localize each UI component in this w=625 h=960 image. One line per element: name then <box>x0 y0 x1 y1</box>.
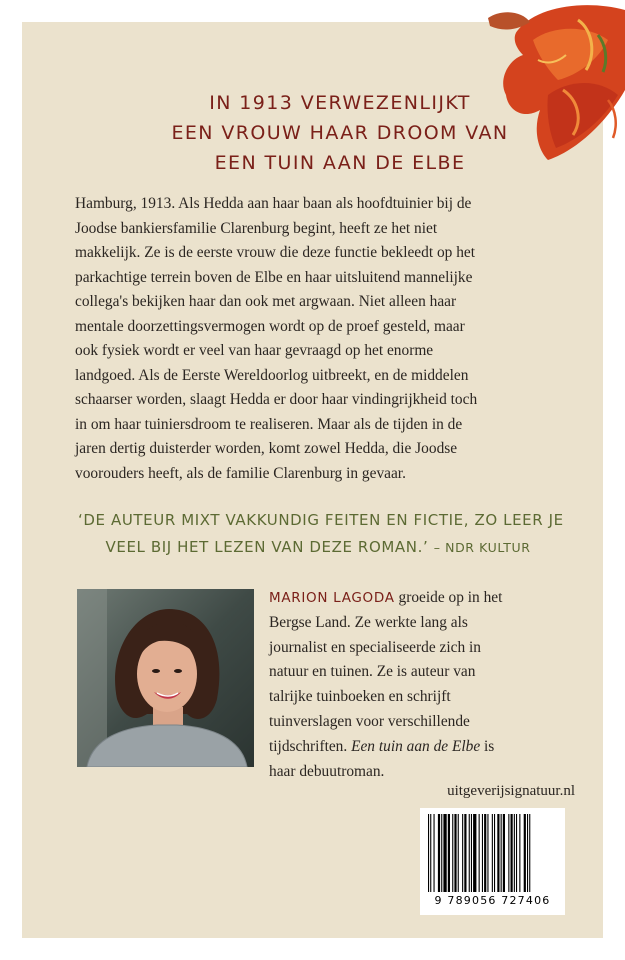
blurb-line: jaren dertig duisterder worden, komt zowel Hedda, die Joodse <box>75 440 458 457</box>
author-name: MARION LAGODA <box>269 590 395 606</box>
bio-text: is <box>480 737 495 755</box>
barcode-bar <box>503 814 505 892</box>
author-photo <box>77 589 254 767</box>
bio-line: journalist en specialiseerde zich in <box>269 638 481 656</box>
bio-line: Bergse Land. Ze werkte lang als <box>269 613 468 631</box>
barcode-bar <box>434 814 435 892</box>
blurb-line: mentale doorzettingsvermogen wordt op de proef gesteld, maar <box>75 317 465 335</box>
bio-line: tuinverslagen voor verschillende <box>269 712 470 730</box>
barcode-bar <box>458 814 459 892</box>
publisher-website: uitgeverijsignatuur.nl <box>447 783 575 799</box>
bio-title-line <box>269 735 559 760</box>
isbn-number: 9 789056 727406 <box>434 894 551 907</box>
barcode-bar <box>443 814 446 892</box>
barcode-bar <box>484 814 486 892</box>
barcode-bar <box>464 814 466 892</box>
barcode-bar <box>524 814 526 892</box>
barcode-bar <box>501 814 502 892</box>
barcode-bar <box>492 814 493 892</box>
isbn-barcode <box>420 808 565 915</box>
barcode-bar <box>471 814 472 892</box>
author-bio <box>269 586 559 784</box>
barcode-bar <box>428 814 429 892</box>
blurb-paragraph <box>75 192 555 486</box>
blurb-line: voorouders heeft, als de familie Clarenburg in gevaar. <box>75 464 406 482</box>
headline-line: EEN VROUW HAAR DROOM VAN <box>171 122 509 144</box>
barcode-bar <box>462 814 463 892</box>
bio-text: tijdschriften. <box>269 737 352 755</box>
barcode-bars <box>426 814 559 894</box>
barcode-bar <box>519 814 520 892</box>
blurb-line: Joodse bankiersfamilie Clarenburg begint, heeft ze het niet <box>75 219 438 237</box>
barcode-bar <box>527 814 528 892</box>
barcode-bar <box>469 814 470 892</box>
quote-source: – NDR KULTUR <box>433 540 531 555</box>
barcode-bar <box>438 814 440 892</box>
bio-text: groeide op in het <box>394 589 503 606</box>
barcode-bar <box>482 814 483 892</box>
headline-line: EEN TUIN AAN DE ELBE <box>214 152 466 174</box>
barcode-bar <box>448 814 450 892</box>
book-title: Een tuin aan de Elbe <box>351 737 481 755</box>
barcode-bar <box>497 814 499 892</box>
review-quote <box>78 507 564 561</box>
quote-line-with-source <box>78 534 558 561</box>
bio-line: talrijke tuinboeken en schrijft <box>269 688 451 706</box>
barcode-bar <box>479 814 480 892</box>
blurb-line: Hamburg, 1913. Als Hedda aan haar baan als hoofdtuinier bij de <box>75 195 472 212</box>
barcode-bar <box>454 814 456 892</box>
barcode-bar <box>473 814 476 892</box>
barcode-bar <box>441 814 442 892</box>
barcode-bar <box>516 814 517 892</box>
bio-line: natuur en tuinen. Ze is auteur van <box>269 663 476 681</box>
quote-line: VEEL BIJ HET LEZEN VAN DEZE ROMAN.’ <box>105 538 429 556</box>
bio-line: haar debuutroman. <box>269 762 385 780</box>
blurb-line: in om haar tuiniersdroom te realiseren. Maar als de tijden in de <box>75 415 463 433</box>
barcode-bar <box>529 814 530 892</box>
barcode-bar <box>508 814 509 892</box>
barcode-bar <box>514 814 515 892</box>
headline-line: IN 1913 VERWEZENLIJKT <box>209 92 471 114</box>
barcode-bar <box>494 814 495 892</box>
blurb-line: landgoed. Als de Eerste Wereldoorlog uitbreekt, en de middelen <box>75 366 469 384</box>
quote-line: ‘DE AUTEUR MIXT VAKKUNDIG FEITEN EN FICTIE, ZO LEER JE <box>78 511 564 529</box>
blurb-line: collega's bekijken haar dan ook met argwaan. Niet alleen haar <box>75 293 457 310</box>
blurb-line: makkelijk. Ze is de eerste vrouw die deze functie bekleedt op het <box>75 244 475 261</box>
blurb-line: ook fysiek wordt er veel van haar gevraagd op het enorme <box>75 342 434 359</box>
bio-first-line <box>269 586 559 611</box>
author-portrait-photo <box>77 589 254 767</box>
barcode-bar <box>487 814 488 892</box>
headline <box>150 88 530 178</box>
blurb-line: schaarser worden, slaagt Hedda er door haar vindingrijkheid toch <box>75 391 478 408</box>
barcode-bar <box>511 814 513 892</box>
blurb-line: parkachtige terrein boven de Elbe en haar uitsluitend mannelijke <box>75 268 473 286</box>
barcode-bar <box>452 814 453 892</box>
barcode-bar <box>430 814 431 892</box>
